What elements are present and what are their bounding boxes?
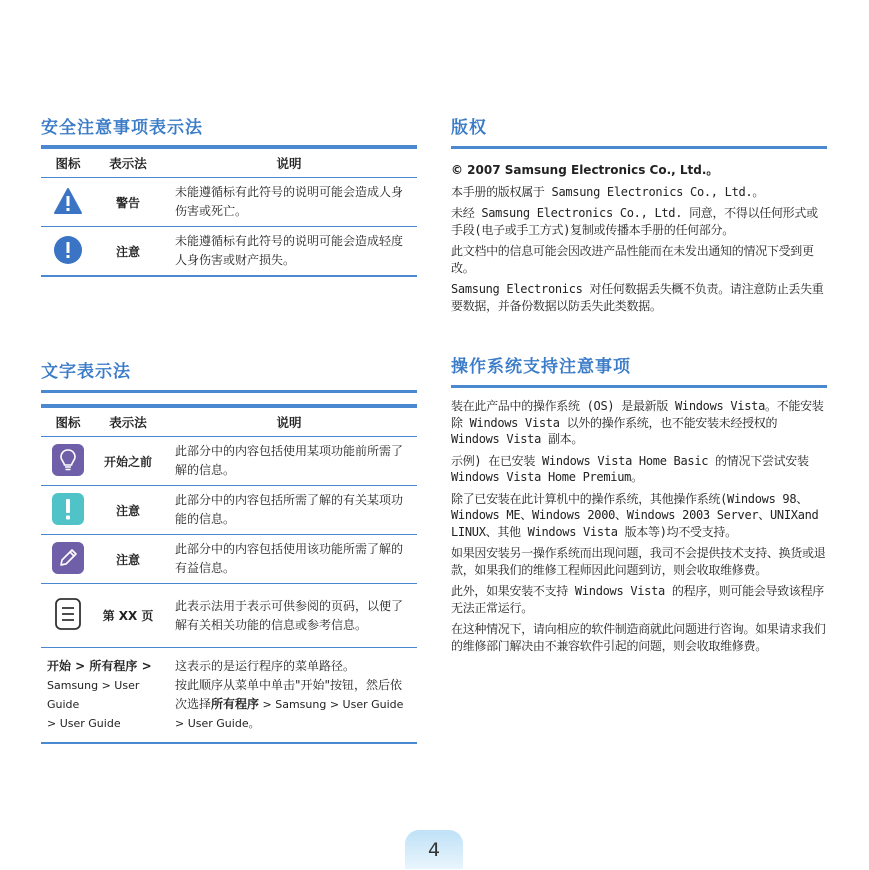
os-paragraph: 装在此产品中的操作系统 (OS) 是最新版 Windows Vista。不能安装除 Windows Vista 以外的操作系统，也不能安装未经授权的 Windows Vista 副本。 xyxy=(451,399,824,446)
table-row xyxy=(41,486,417,535)
menu-path-desc-line1: 这表示的是运行程序的菜单路径。 xyxy=(175,659,356,673)
copyright-paragraph: 未经 Samsung Electronics Co., Ltd. 同意，不得以任何形式或手段(电子或手工方式)复制或传播本手册的任何部分。 xyxy=(451,206,818,237)
os-paragraph: 在这种情况下，请向相应的软件制造商就此问题进行咨询。如果请求我们的维修部门解决由不兼容软件引起的问题，则会收取维修费。 xyxy=(451,622,826,653)
menu-path-desc-line3: > Samsung > User Guide > User Guide。 xyxy=(175,698,404,730)
header-name: 表示法 xyxy=(95,149,161,178)
os-section-title: 操作系统支持注意事项 xyxy=(451,356,827,388)
menu-path-example xyxy=(41,648,161,744)
row-name: 第 XX 页 xyxy=(95,584,161,648)
menu-path-desc-line2: 按此顺序从菜单中单击"开始"按钮，然后依次选择 xyxy=(175,678,403,711)
copyright-paragraph: Samsung Electronics 对任何数据丢失概不负责。请注意防止丢失重要数据，并备份数据以防丢失此类数据。 xyxy=(451,282,824,313)
text-notation-table xyxy=(41,404,417,744)
os-paragraph: 示例) 在已安装 Windows Vista Home Basic 的情况下尝试安装 Windows Vista Home Premium。 xyxy=(451,453,809,484)
table-row xyxy=(41,227,417,277)
os-paragraph: 如果因安装另一操作系统而出现问题，我司不会提供技术支持、换货或退款，如果我们的维修工程师因此问题到访，则会收取维修费。 xyxy=(451,546,826,577)
row-desc: 未能遵循标有此符号的说明可能会造成人身伤害或死亡。 xyxy=(161,178,417,227)
safety-table xyxy=(41,145,417,277)
safety-table-header xyxy=(41,149,417,178)
menu-path-line2: Samsung > User Guide xyxy=(47,679,140,711)
safety-section-title: 安全注意事项表示法 xyxy=(41,117,417,149)
header-icon: 图标 xyxy=(41,149,95,178)
exclamation-icon xyxy=(52,493,84,525)
menu-path-line1: 开始 > 所有程序 > xyxy=(47,659,152,673)
os-body xyxy=(451,398,827,659)
copyright-notice: © 2007 Samsung Electronics Co., Ltd.。 xyxy=(451,163,719,177)
copyright-body xyxy=(451,162,827,319)
caution-circle-icon xyxy=(53,235,83,265)
page-number: 4 xyxy=(405,830,463,869)
header-desc: 说明 xyxy=(161,408,417,437)
row-desc: 此表示法用于表示可供参阅的页码，以便了解有关相关功能的信息或参考信息。 xyxy=(161,584,417,648)
menu-path-line3: > User Guide xyxy=(47,717,121,730)
copyright-paragraph: 此文档中的信息可能会因改进产品性能而在未发出通知的情况下受到更改。 xyxy=(451,244,814,275)
os-paragraph: 除了已安装在此计算机中的操作系统，其他操作系统(Windows 98、Windows ME、Windows 2000、Windows 2003 Server、UNIXand LINUX、其他 Windows Vista 版本等)均不受支持。 xyxy=(451,491,819,539)
table-row xyxy=(41,535,417,584)
table-row xyxy=(41,437,417,486)
row-name: 注意 xyxy=(95,535,161,584)
table-row xyxy=(41,178,417,227)
row-desc: 此部分中的内容包括所需了解的有关某项功能的信息。 xyxy=(161,486,417,535)
menu-path-row xyxy=(41,648,417,744)
copyright-section-title: 版权 xyxy=(451,117,827,149)
warning-triangle-icon xyxy=(53,187,83,215)
os-paragraph: 此外，如果安装不支持 Windows Vista 的程序，则可能会导致该程序无法正常运行。 xyxy=(451,584,824,615)
row-name: 注意 xyxy=(95,227,161,277)
row-name: 注意 xyxy=(95,486,161,535)
lightbulb-icon xyxy=(52,444,84,476)
row-name: 警告 xyxy=(95,178,161,227)
copyright-paragraph: 本手册的版权属于 Samsung Electronics Co., Ltd.。 xyxy=(451,184,765,199)
row-desc: 未能遵循标有此符号的说明可能会造成轻度人身伤害或财产损失。 xyxy=(161,227,417,277)
row-name: 开始之前 xyxy=(95,437,161,486)
header-icon: 图标 xyxy=(41,408,95,437)
header-desc: 说明 xyxy=(161,149,417,178)
pencil-icon xyxy=(52,542,84,574)
row-desc: 此部分中的内容包括使用该功能所需了解的有益信息。 xyxy=(161,535,417,584)
menu-path-desc xyxy=(161,648,417,744)
row-desc: 此部分中的内容包括使用某项功能前所需了解的信息。 xyxy=(161,437,417,486)
table-row xyxy=(41,584,417,648)
text-notation-section-title: 文字表示法 xyxy=(41,361,417,393)
notation-table-header xyxy=(41,408,417,437)
header-name: 表示法 xyxy=(95,408,161,437)
menu-path-desc-bold: 所有程序 xyxy=(211,697,260,711)
document-icon xyxy=(53,597,83,631)
